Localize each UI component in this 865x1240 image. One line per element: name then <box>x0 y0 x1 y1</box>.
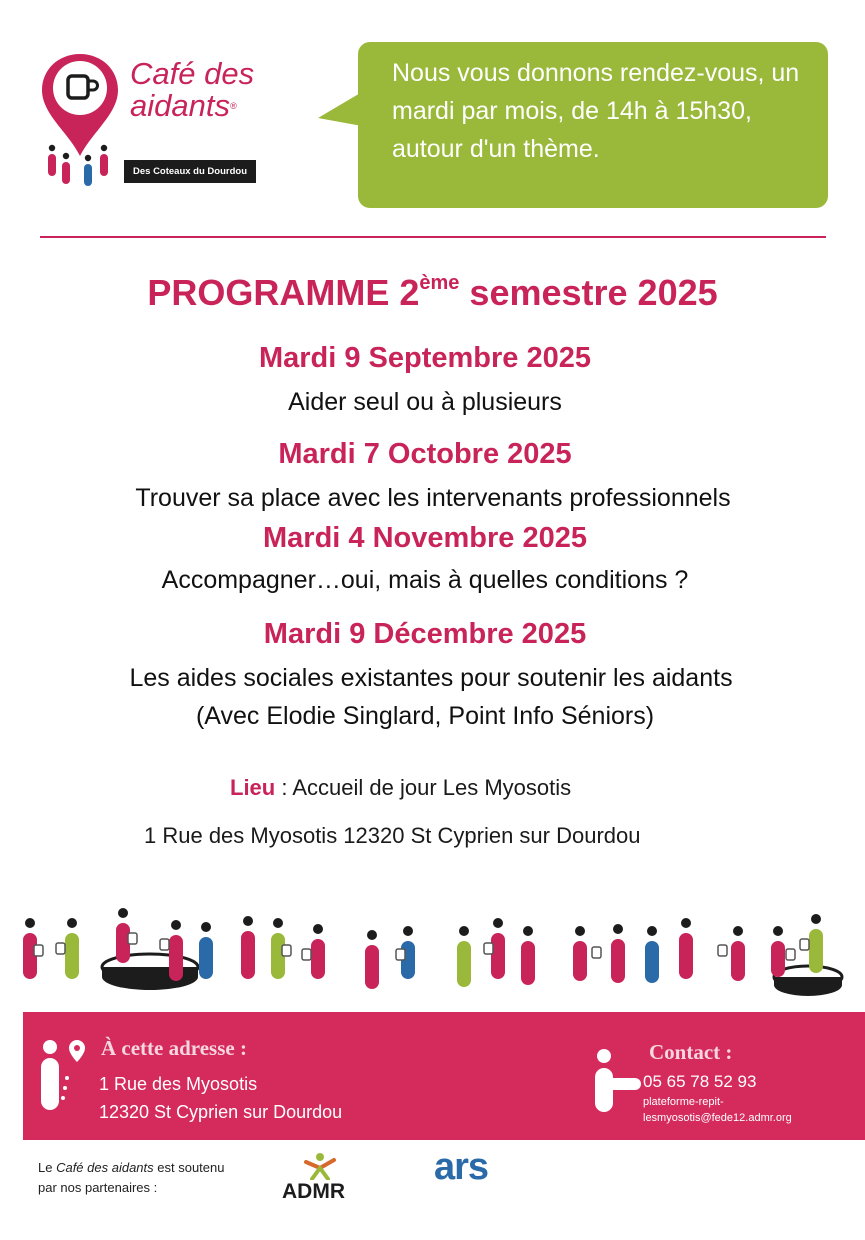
address-line2: 12320 St Cyprien sur Dourdou <box>99 1102 343 1122</box>
session-date: Mardi 9 Décembre 2025 <box>263 618 587 650</box>
ars-logo: ars <box>434 1146 489 1188</box>
cafe-des-aidants-logo <box>38 48 288 198</box>
bubble-tail <box>318 92 362 126</box>
info-bubble <box>358 42 828 208</box>
programme-title: PROGRAMME 2ème semestre 2025 <box>147 272 718 313</box>
admr-figure-icon <box>302 1152 338 1180</box>
divider <box>40 236 826 238</box>
admr-logo: ADMR <box>282 1180 345 1203</box>
session-date: Mardi 4 Novembre 2025 <box>263 522 587 554</box>
session-topic-guest: (Avec Elodie Singlard, Point Info Séniors) <box>195 702 655 730</box>
logo-subtitle: Des Coteaux du Dourdou <box>124 160 256 183</box>
session-topic: Trouver sa place avec les intervenants professionnels <box>135 484 731 512</box>
session-date: Mardi 9 Septembre 2025 <box>258 342 592 374</box>
session-topic: Les aides sociales existantes pour soutenir les aidants <box>129 664 733 692</box>
address-heading: À cette adresse : <box>101 1036 247 1060</box>
venue-label: Lieu <box>230 775 276 800</box>
contact-band <box>23 1012 865 1140</box>
partners-text: Le Café des aidants est soutenu par nos partenaires : <box>38 1160 225 1195</box>
person-contact-icon <box>593 1048 643 1114</box>
venue-line: Lieu : Accueil de jour Les Myosotis <box>230 775 572 800</box>
session-topic: Accompagner…oui, mais à quelles conditions ? <box>161 566 689 594</box>
venue-place: Accueil de jour Les Myosotis <box>292 775 572 800</box>
contact-email-line2: lesmyosotis@fede12.admr.org <box>643 1112 792 1124</box>
bubble-text: Nous vous donnons rendez-vous, un mardi par mois, de 14h à 15h30, autour d'un thème. <box>392 59 800 163</box>
contact-email-line1: plateforme-repit- <box>643 1096 724 1108</box>
logo-wordmark: Café des aidants® <box>130 56 255 123</box>
people-illustration <box>20 905 850 1005</box>
address-line1: 1 Rue des Myosotis <box>99 1074 258 1094</box>
person-location-icon <box>39 1038 85 1112</box>
venue-address: 1 Rue des Myosotis 12320 St Cyprien sur Dourdou <box>144 823 641 848</box>
session-topic: Aider seul ou à plusieurs <box>288 388 562 416</box>
contact-phone: 05 65 78 52 93 <box>643 1072 757 1091</box>
session-date: Mardi 7 Octobre 2025 <box>278 438 572 470</box>
map-pin-cup-icon <box>38 48 128 198</box>
contact-heading: Contact : <box>649 1040 733 1064</box>
